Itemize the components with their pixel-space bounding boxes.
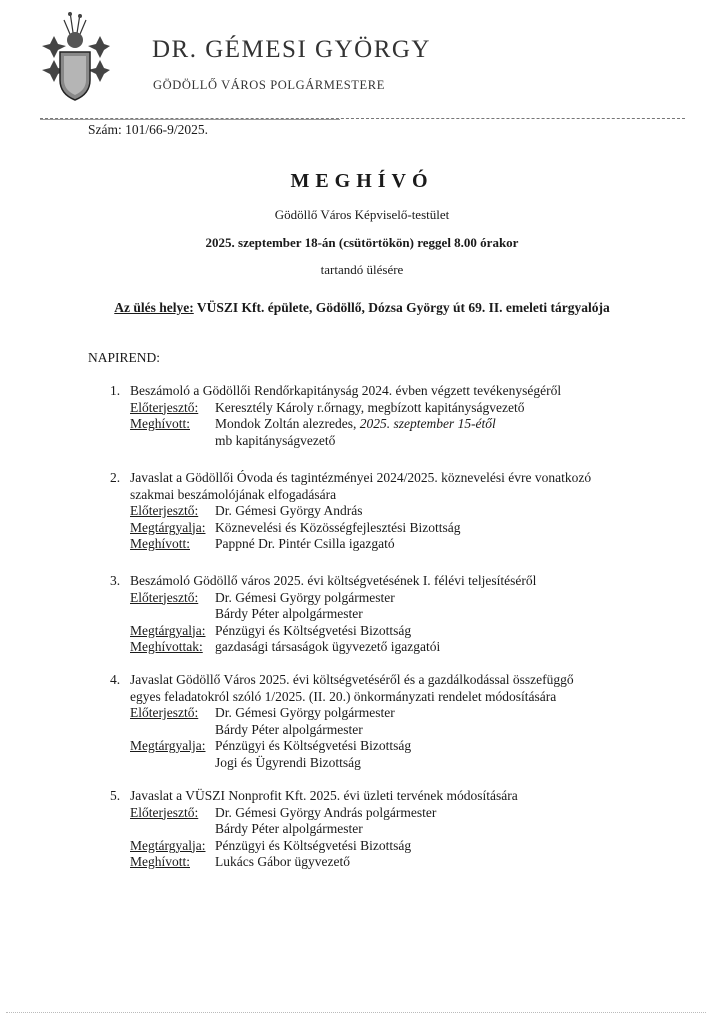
presenter-2: Bárdy Péter alpolgármester: [215, 821, 363, 836]
committee-label: Megtárgyalja:: [130, 519, 206, 535]
footer-divider: [6, 1012, 706, 1013]
item-title-cont: egyes feladatokról szóló 1/2025. (II. 20.) önkormányzati rendelet módosítására: [130, 688, 557, 704]
presenter: Keresztély Károly r.őrnagy, megbízott kapitányságvezető: [215, 399, 525, 415]
meeting-type: tartandó ülésére: [320, 262, 404, 277]
presenter: Dr. Gémesi György polgármester: [215, 589, 395, 605]
venue-address: VÜSZI Kft. épülete, Gödöllő, Dózsa György út 69. II. emeleti tárgyalója: [193, 300, 610, 315]
mayor-name: DR. GÉMESI GYÖRGY: [152, 36, 431, 63]
council-name: Gödöllő Város Képviselő-testület: [274, 207, 450, 222]
presenter-label: Előterjesztő:: [130, 503, 199, 518]
venue-label: Az ülés helye:: [114, 300, 194, 315]
committee: Pénzügyi és Költségvetési Bizottság: [215, 837, 412, 853]
committee: Pénzügyi és Költségvetési Bizottság: [215, 738, 412, 753]
invited-label: Meghívottak:: [130, 639, 203, 654]
document-title: MEGHÍVÓ: [290, 170, 434, 192]
agenda-item-4: [110, 672, 690, 771]
invited-label: Meghívott:: [130, 416, 190, 431]
item-title: Javaslat Gödöllő Város 2025. évi költségvetéséről és a gazdálkodással összefüggő: [130, 672, 574, 687]
presenter: Dr. Gémesi György András: [215, 503, 363, 518]
committee-label: Megtárgyalja:: [130, 622, 206, 638]
presenter-label: Előterjesztő:: [130, 804, 199, 820]
presenter: Dr. Gémesi György polgármester: [215, 705, 395, 720]
presenter-label: Előterjesztő:: [130, 705, 199, 720]
committee-label: Megtárgyalja:: [130, 738, 206, 753]
committee: Köznevelési és Közösségfejlesztési Bizottság: [215, 519, 461, 535]
presenter: Dr. Gémesi György András polgármester: [215, 804, 437, 820]
invited-role: mb kapitányságvezető: [215, 432, 336, 448]
item-title: Beszámoló Gödöllő város 2025. évi költségvetésének I. félévi teljesítéséről: [130, 573, 537, 588]
invited: Mondok Zoltán alezredes,: [215, 416, 360, 431]
item-number: 3.: [110, 573, 121, 588]
invited: Pappné Dr. Pintér Csilla igazgató: [215, 536, 395, 551]
invited: gazdasági társaságok ügyvezető igazgatói: [215, 639, 441, 654]
coat-of-arms-icon: [40, 6, 110, 102]
presenter-2: Bárdy Péter alpolgármester: [215, 721, 363, 737]
committee-label: Megtárgyalja:: [130, 837, 206, 853]
committee-2: Jogi és Ügyrendi Bizottság: [215, 754, 361, 770]
item-number: 2.: [110, 470, 121, 485]
presenter-label: Előterjesztő:: [130, 399, 199, 415]
invited-effective-date: 2025. szeptember 15-étől: [359, 416, 496, 431]
meeting-venue: [0, 300, 724, 316]
item-title-cont: szakmai beszámolójának elfogadására: [130, 486, 337, 502]
mayor-title: GÖDÖLLŐ VÁROS POLGÁRMESTERE: [153, 78, 385, 92]
header-divider-accent: [40, 119, 340, 120]
item-number: 1.: [110, 383, 121, 398]
presenter-2: Bárdy Péter alpolgármester: [215, 606, 363, 621]
agenda-heading: NAPIREND:: [88, 350, 161, 365]
item-title: Javaslat a Gödöllői Óvoda és tagintézményei 2024/2025. köznevelési évre vonatkozó: [130, 470, 592, 485]
invited-label: Meghívott:: [130, 854, 190, 869]
agenda-item-5: [110, 788, 690, 871]
invited: Lukács Gábor ügyvezető: [215, 854, 350, 869]
item-number: 5.: [110, 788, 121, 803]
agenda-item-3: [110, 573, 690, 656]
presenter-label: Előterjesztő:: [130, 589, 199, 605]
item-title: Javaslat a VÜSZI Nonprofit Kft. 2025. évi üzleti tervének módosítására: [130, 788, 518, 803]
item-title: Beszámoló a Gödöllői Rendőrkapitányság 2024. évben végzett tevékenységéről: [130, 383, 562, 398]
reference-number: Szám: 101/66-9/2025.: [88, 122, 208, 137]
committee: Pénzügyi és Költségvetési Bizottság: [215, 622, 412, 638]
agenda-item-2: [110, 470, 690, 553]
meeting-date: 2025. szeptember 18-án (csütörtökön) reggel 8.00 órakor: [205, 235, 519, 250]
item-number: 4.: [110, 672, 121, 687]
agenda-item-1: [110, 383, 690, 449]
invited-label: Meghívott:: [130, 536, 190, 551]
